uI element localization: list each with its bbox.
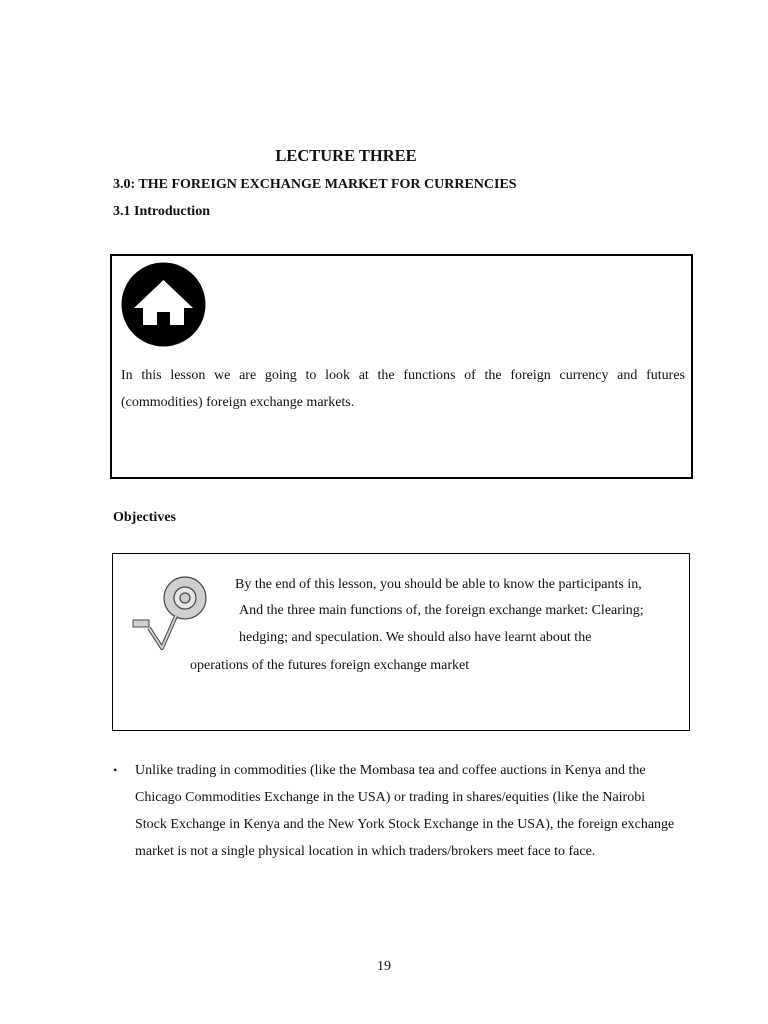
subsection-heading: 3.1 Introduction — [113, 204, 210, 219]
page-number: 19 — [377, 959, 391, 974]
objectives-line-3: hedging; and speculation. We should also have learnt about the — [239, 630, 592, 645]
objectives-line-2: And the three main functions of, the foreign exchange market: Clearing; — [239, 603, 644, 618]
section-heading: 3.0: THE FOREIGN EXCHANGE MARKET FOR CURRENCIES — [113, 177, 517, 192]
target-icon — [130, 572, 212, 654]
bullet-text: Unlike trading in commodities (like the Mombasa tea and coffee auctions in Kenya and the Chicago Commodities Exchange in the USA) or trading in shares/equities (like the Nairobi Stock Exchange in Kenya and the New York Stock Exchange in the USA), the foreign exchange market is not a single physical location in which traders/brokers meet face to face. — [135, 763, 675, 859]
objectives-line-1: By the end of this lesson, you should be able to know the participants in, — [235, 577, 642, 592]
intro-text: In this lesson we are going to look at the functions of the foreign currency and futures (commodities) foreign exchange markets. — [121, 368, 685, 410]
home-icon — [121, 262, 206, 347]
lecture-title — [0, 146, 692, 166]
objectives-heading: Objectives — [113, 510, 176, 525]
objectives-line-4: operations of the futures foreign exchange market — [190, 658, 470, 673]
bullet-marker: • — [113, 763, 118, 777]
lecture-title-text: LECTURE THREE — [275, 146, 417, 165]
